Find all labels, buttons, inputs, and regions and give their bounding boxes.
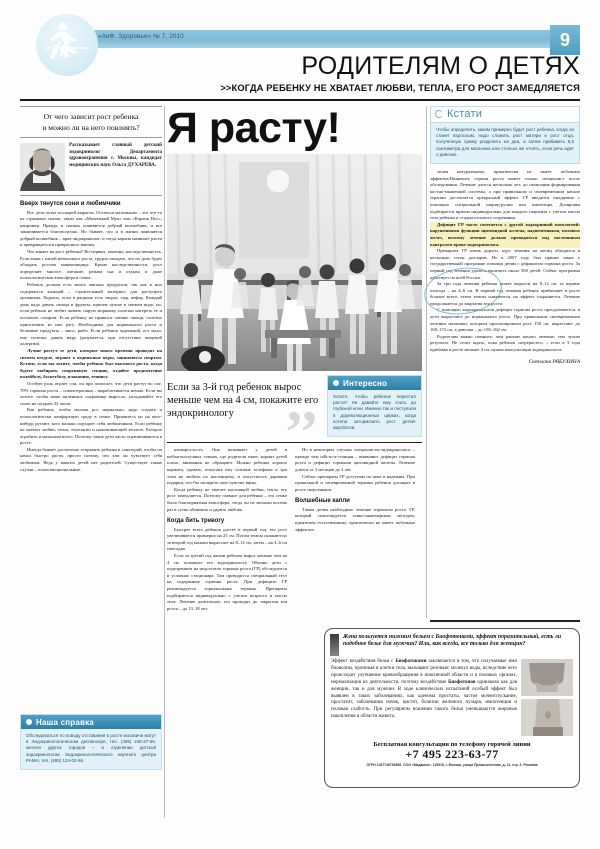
middle-rule xyxy=(167,442,422,443)
lead-question-line-2: и можно ли на него повлиять? xyxy=(42,123,140,132)
left-body-1: Все дети хотят поскорей вырасти. Остаться маленьким – это что-то из страшных сказок, таких как «Маленький Мук» или «Карлик Нос», например. Правда, в сказках появляется добрый волшебник, и все заканчивается благополучно. Но бывает, что и в жизни появляется добрый волшебник – врач-эндокринолог, и тогда карлик начинает расти и превращается в прекрасного юношу. Что влияет на рост ребенка? Во-первых, конечно, наследственность. Если мама с папой невысокого роста, трудно ожидать, что их дочь будет обладать ростом манекенщицы. Кроме наследственности, рост определяет многое: питание, режим сна и отдыха и даже психологическая атмосфера в семье. Ребенок должен есть много мясных продуктов, так как в них содержится кальций – строительный материал для растущего организма. Хорошо, если в рационе есть творог, сыр, кефир. Каждый день надо давать овощи и фрукты, причем лучше в свежем виде, но, если ребенок не любит жевать сырую морковку, полезно натереть ее и посыпать сахаром. Если ребенку не нравятся свежие овощи, полезно приготовить из них рагу. Необходимы для нормального роста и белковые продукты – мясо, рыба. Если ребенок худенький, ест мало, ему полезно давать икру (разумеется, при отсутствии пищевой аллергии). Лучше растут те дети, которые много времени проводят на свежем воздухе, играют в подвижные игры, занимаются спортом. Кстати, если вы хотите, чтобы ребенок был высокого роста, когда будете выбирать спортивную секцию, отдайте предпочтение волейболу, баскетболу, плаванию, теннису. Особую роль играет сон, он при помогает, что дети растут во сне. 70% гормона роста – соматотропина – вырабатывается ночью. Если вы хотите, чтобы ваше маленькое сокровище выросло, укладывайте его спать не позднее 22 часов. Как ребенок, чтобы малыш рос нормально, надо создать и психологически комфортную среду в семье. Прижитесь но на кого-нибудь ругают, кого малыш ощущает себя любимчиком. Если ребенку не хватает любви, тепла, телепатии и напоминающей теплоте. Которое ограбить и малышам всего. Поэтому такие дети часто ограничиваются в росте. Иногда бывает достаточно отправить ребенка в санаторий, чтобы он начал быстро расти, просто потому, что там он чувствует себя любимым. Ведь у многих детей нет родителей. Существует также случаи – психоэмоциональные. xyxy=(20,209,162,472)
right-body: тичен натуральному, практически не имеет побочных эффектов.Назначить гормон роста может только специалист после обследования. Лечение длится несколько лет, до окончания формирования костно-мышечной системы, а при правильном и своевременном начале терапии достигается прекрасный эффект. ГР вводится ежедневно с помощью специальной шприц-ручки или инъектора. Дозировка подбирается врачом индивидуально для каждого пациента с учетом массы тела ребенка и стадии полового созревания. Дефицит ГР часто сочетается с другой эндокринной патологией: нарушениями функции щитовидной железы, надпочечников, половых желез, поэтому лечение должно проводиться под постоянным контролем врача-эндокринолога. Препараты ГР очень дороги, курс лечения на месяц обходится в несколько сотен долларов. Но в 2007 году был принят закон о государственной программе помощи детям с дефицитом гормона роста. За первый год лечения удалось вылечить около 500 детей. Сейчас программа действует по всей России. За три года лечения ребенок может вырасти на 8–12 см, за первые полгода – на 4–6 см. В первый год лечения ребенок прибавляет в росте больше всего, затем темпы снижаются, но эффект сохраняется. Лечение продолжается до закрытия зон роста. С помощью эндокринологов дефицит гормона роста преодолевается, и дети вырастают до нормального роста. При правильном своевременном лечении мальчики, которым прогнозировали рост 150 см, вырастают до 168–172 см, а девочки – до 158–162 см. Родителям важно помнить: чем раньше начато лечение, тем лучше результат. Не стоит ждать, пока ребенок «перерастет» – если в 3 года прибавка в росте меньше 4 см, нужна консультация эндокринолога. xyxy=(430,169,580,353)
header-rule xyxy=(20,99,580,101)
circle-outline-icon xyxy=(435,110,443,118)
pull-quote xyxy=(167,375,319,437)
lead-question-line-1: От чего зависит рост ребенка xyxy=(43,112,139,121)
advert-question-block xyxy=(325,629,579,659)
kstati-body: Чтобы определить, каким примерно будет рост ребенка, когда он станет взрослым, надо сложить рост матери и рост отца, полученную сумму разделить на два, а затем прибавить 6,5 сантиметра для мальчика или столько же отнять, если речь идет о девочке. xyxy=(431,123,579,163)
section-subtitle: >>КОГДА РЕБЕНКУ НЕ ХВАТАЕТ ЛЮБВИ, ТЕПЛА, ЕГО РОСТ ЗАМЕДЛЯЕТСЯ xyxy=(220,82,580,93)
advert-product-photo-1 xyxy=(521,659,573,696)
middle-subhead-alarm: Когда бить тревогу xyxy=(167,518,225,525)
running-figure-icon xyxy=(36,14,98,76)
article-author: Светлана РЯБУХИНА xyxy=(528,358,580,365)
quote-mark-decoration: ,, xyxy=(287,375,317,434)
interesno-body: Хотите, чтобы ребенок перестал расти? Не давайте ему спать до глубокой ночи. Именно так и поступали в дореволюционных цирках, когда хотели затормозить рост детей-акробатов. xyxy=(333,394,416,431)
advert-brand-2: Биофотонов xyxy=(448,679,476,685)
middle-subcolumn-b: Но в некоторых случаях специалисты-эндокринологи – прежде чем talk-to-a-станция – выявляют дефицит гормона роста и дефицит гормонов щитовидной железы. Лечение длится от 3 месяцев до 2 лет. Сейчас препараты ГР доступны по цене и надежны. При правильной и своевременной терапии ребенок догоняет в росте сверстников. Волшебные капли Таким детям необходимо лечение гормоном роста. ГР, который синтезируется генно-инженерным методом, идентичен естественному, практически не имеет побочных эффектов. xyxy=(295,447,415,532)
question-mark-icon xyxy=(330,634,339,656)
right-column-bottom-rule xyxy=(430,620,580,622)
ballet-class-photo xyxy=(167,154,422,371)
page-number-badge xyxy=(550,25,580,55)
advert-brand-1: Биофотонами xyxy=(395,659,427,664)
middle-subhead-drops: Волшебные капли xyxy=(295,498,350,505)
nasha-spravka-title: Наша справка xyxy=(36,717,94,727)
pull-quote-text: Если за 3-й год ребенок вырос меньше чем на 4 см, покажите его эндокринологу xyxy=(167,382,319,420)
advertisement[interactable] xyxy=(324,628,580,788)
section-title: РОДИТЕЛЯМ О ДЕТЯХ xyxy=(301,52,580,80)
left-subhead-1: Вверх тянутся сони и любимчики xyxy=(20,201,121,207)
advert-question: Жена пользуется нижним бельем с Биофотонами, эффект поразительный, есть ли подобное белье для мужчин? Или, как всегда, все только для женщин? xyxy=(343,634,562,648)
interesno-box xyxy=(327,375,422,437)
advert-body-part-2: заключается в том, что излучаемые ими биоволны, проникая в клетки тела, вызывают резонанс молекул воды, вследствие чего происходит улучшение кровообращения в поясничной области и в половых органах, нормализация их деятельности, поэтому воздействие xyxy=(331,659,518,685)
issue-line: «АиФ. Здоровье» № 7, 2010 xyxy=(98,33,184,40)
advert-body xyxy=(331,659,517,739)
page-number: 9 xyxy=(559,29,570,50)
column-divider-right xyxy=(426,106,427,618)
nasha-spravka-box xyxy=(20,714,162,770)
expert-portrait-photo xyxy=(20,143,65,191)
advert-legal-text: ОГРН 1067746754995. ООО «Маджико», 115516, г. Москва, улица Промышленная, д. 11, стр. 3. Реклама xyxy=(366,763,538,767)
interesno-title: Интересно xyxy=(343,378,388,388)
advert-images xyxy=(521,659,573,739)
kstati-box xyxy=(430,106,580,164)
nasha-spravka-header xyxy=(21,715,161,729)
bullet-dot-icon xyxy=(333,380,339,386)
advert-hotline-label: Бесплатная консультация по телефону горячей линии xyxy=(373,741,531,748)
interesno-header xyxy=(328,376,421,390)
advert-body-part-3: одинаково как для женщин, так и для мужчин. В ходе клинических испытаний особый эффект был выявлен в таких заболеваниях, как аденома простаты, частое мочеиспускание, простатит, заболевания почек, цистит, болезни желчного пузыря, импотенция и половая слабость. При регулярном ношении такого белья уменьшаются жировые накопления в области живота. xyxy=(331,679,517,720)
kstati-title: Кстати xyxy=(447,108,483,120)
expert-byline xyxy=(20,138,162,196)
advert-product-photo-2 xyxy=(521,699,573,736)
left-column xyxy=(20,106,162,473)
advert-phone-number[interactable]: +7 495 223-63-77 xyxy=(405,747,499,761)
page-headline: Я расту! xyxy=(167,104,341,152)
kstati-header xyxy=(431,107,579,123)
advert-main xyxy=(325,659,579,739)
expert-byline-text: Рассказывает главный детский эндокринолог Департамента здравоохранения г. Москвы, кандидат медицинских наук Ольга ДУХАРЕВА. xyxy=(69,143,162,168)
middle-column xyxy=(167,106,422,612)
bullet-dot-icon xyxy=(26,719,32,725)
column-divider-left xyxy=(164,106,165,818)
masthead xyxy=(20,30,580,52)
nasha-spravka-body: Обследоваться по поводу отставания в росте москвичи могут в Эндокринологическом диспансере, тел. (499) 246-27-66, жители других городов – в отделении детской эндокринологии Эндокринологического научного центра РАМН, тел. (495) 124-02-66. xyxy=(26,733,156,763)
middle-subcolumn-a: низкорослость. Она возникает у детей в неблагополучных семьях, где родители пьют, кормят детей плохо, внимания не обращают. Можно ребенка хорошо кормить, одевать, покупать ему сотовые телефоны и три этом не любить по настоящему, и отпустилось даривши подарки, что-бы заглядеть свое чувство вины. Когда ребенку не хватает настоящей любви, тепла, его рост замедляется. Поэтому главное для ребенка – это семье была благоприятная атмосфера, тогда он не мешали восемь раз в сутки обнимать и дарить любовь. Когда бить тревогу Быстрее всего ребенок растет в первый год: его рост увеличивается примерно на 25 см. Потом темпы снижаются: за второй год малыш вырастает на 8–12 см, затем – на 4–6 см ежегодно. Если за третий год жизни ребенок вырос меньше чем на 4 см, покажите его эндокринологу. Обычно дети с подозрением на недостаток гормона роста (ГР) обследуются в условиях стационара. Там проводится специальный тест на содержание гормона роста. При дефиците ГР рекомендуется гормональная терапия. Препараты подбираются индивидуально с учетом возраста и массы тела. Лечение длительное, его проводят до закрытия зон роста – до 13–18 лет. xyxy=(167,447,288,611)
lead-question xyxy=(20,106,162,138)
right-column xyxy=(430,106,580,365)
advert-body-part-1: Эффект воздействия белья с xyxy=(331,659,396,664)
